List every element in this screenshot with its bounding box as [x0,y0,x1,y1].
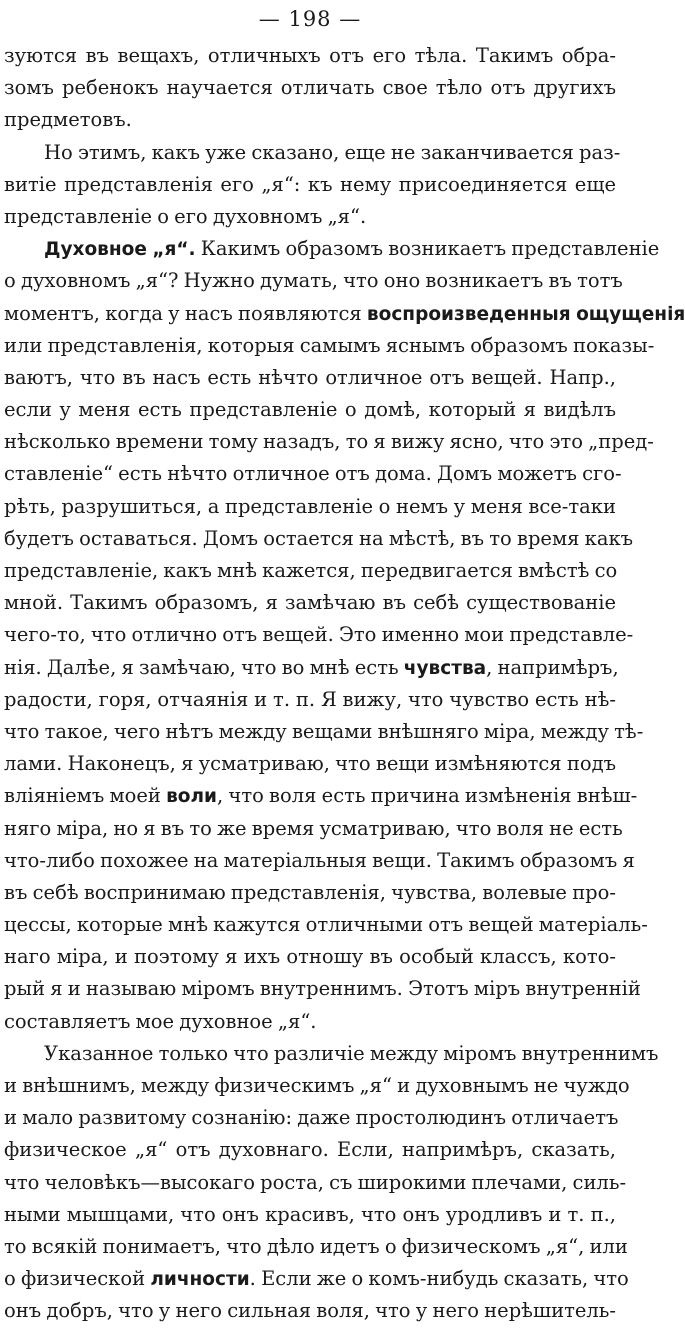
text-segment: рый я и называю міромъ внутреннимъ. Этотъ міръ внутренній [4,977,641,1001]
text-line [4,877,616,909]
text-line [4,330,655,362]
text-line [4,265,623,297]
text-line [4,652,619,684]
text-segment: составляетъ мое духовное „я“. [4,1009,317,1033]
text-line [4,458,622,490]
text-line [4,491,616,523]
text-segment: рѣть, разрушиться, а представленіе о немъ у меня все-таки [4,494,616,518]
text-segment: мной. Такимъ образомъ, я замѣчаю въ себѣ существованіе [4,591,616,615]
text-segment: ваютъ, что въ насъ есть нѣчто отличное отъ вещей. Напр., [4,365,616,389]
text-line [4,104,616,136]
text-line [4,1070,630,1102]
text-segment: что человѣкъ—высокаго роста, съ широкими плечами, силь- [4,1170,627,1194]
text-segment: Какимъ образомъ возникаетъ представленіе [195,237,660,261]
text-segment: представленіе, какъ мнѣ кажется, передвигается вмѣстѣ со [4,559,618,582]
text-segment: и внѣшнимъ, между физическимъ „я“ и духовнымъ не чуждо [4,1074,630,1097]
text-segment: онъ добръ, что у него сильная воля, что у него нерѣшитель- [4,1299,616,1323]
text-segment: что такое, чего нѣтъ между вещами внѣшняго міра, между тѣ- [4,719,644,743]
text-line [4,780,638,812]
text-line [4,684,616,716]
text-line [4,201,616,233]
text-line [4,845,635,877]
text-line [4,587,616,619]
text-line [4,555,616,587]
text-line [4,1199,616,1231]
text-segment: зомъ ребенокъ научается отличать свое тѣло отъ другихъ [4,76,616,100]
text-line [4,748,616,780]
text-segment: моментъ, когда у насъ появляются [4,301,367,325]
text-line [4,716,644,748]
bold-term: воли [166,786,218,808]
text-line [4,909,648,941]
bold-term: Духовное „я“. [44,239,196,261]
text-segment: представленіе о его духовномъ „я“. [4,204,367,228]
text-segment: о духовномъ „я“? Нужно думать, что оно возникаетъ въ тотъ [4,269,623,293]
text-segment: или представленія, которыя самымъ яснымъ образомъ показы- [4,333,655,357]
text-line [4,1006,616,1038]
text-line [4,1263,629,1295]
text-segment: радости, горя, отчаянія и т. п. Я вижу, что чувство есть нѣ- [4,687,616,711]
text-segment: , что воля есть причина измѣненія внѣш- [217,784,638,808]
text-segment: наго міра, и поэтому я ихъ отношу въ особый классъ, кото- [4,945,616,969]
text-line [4,1038,659,1070]
text-segment: въ себѣ воспринимаю представленія, чувства, волевые про- [4,880,616,904]
text-segment: Указанное только что различіе между міромъ внутреннимъ [44,1041,659,1065]
text-line [4,1102,619,1134]
text-segment: нія. Далѣе, я замѣчаю, что во мнѣ есть [4,655,404,679]
text-line [4,523,634,555]
text-line [4,1134,616,1166]
text-segment: зуются въ вещахъ, отличныхъ отъ его тѣла. Такимъ обра- [4,44,616,67]
text-segment: няго міра, но я въ то же время усматриваю, что воля не есть [4,816,623,840]
text-line [4,619,634,651]
text-line [4,1295,616,1327]
text-line [4,233,660,265]
bold-term: личности [150,1269,250,1291]
bold-term: чувства [403,657,487,679]
text-line [4,1231,628,1263]
text-segment: будетъ оставаться. Домъ остается на мѣстѣ, въ то время какъ [4,526,634,550]
page-body-text [4,40,685,1328]
text-segment: цессы, которые мнѣ кажутся отличными отъ вещей матеріаль- [4,913,648,937]
text-segment: вліяніемъ моей [4,784,167,808]
text-line [4,298,685,330]
text-segment: витіе представленія его „я“: къ нему присоединяется еще [4,172,616,196]
text-line [4,813,623,845]
text-line [4,169,616,201]
text-line [4,362,616,394]
text-segment: предметовъ. [4,108,132,132]
text-segment: ными мышцами, что онъ красивъ, что онъ уродливъ и т. п., [4,1202,616,1226]
text-segment: и мало развитому сознанію: даже простолюдинъ отличаетъ [4,1106,619,1130]
text-segment: то всякій понимаетъ, что дѣло идетъ о физическомъ „я“, или [4,1234,628,1258]
text-line [4,72,616,104]
text-line [4,394,616,426]
text-segment: лами. Наконецъ, я усматриваю, что вещи измѣняются подъ [4,752,616,776]
text-line [4,40,616,72]
text-segment: что-либо похожее на матеріальныя вещи. Такимъ образомъ я [4,848,635,872]
text-segment: ставленіе“ есть нѣчто отличное отъ дома. Домъ можетъ сго- [4,462,622,486]
text-segment: о физической [4,1267,151,1291]
page-number: — 198 — [258,7,362,31]
text-segment: , напримѣръ, [486,655,619,679]
bold-term: воспроизведенныя ощущенія [366,303,685,325]
text-segment: нѣсколько времени тому назадъ, то я вижу ясно, что это „пред- [4,430,654,454]
text-line [4,426,654,458]
text-line [4,973,641,1005]
text-segment: физическое „я“ отъ духовнаго. Если, напримѣръ, сказать, [4,1138,616,1162]
text-line [4,941,616,973]
text-segment: чего-то, что отлично отъ вещей. Это именно мои представле- [4,623,634,647]
text-line [4,137,621,169]
text-segment: Но этимъ, какъ уже сказано, еще не заканчивается раз- [44,140,621,164]
text-segment: если у меня есть представленіе о домѣ, который я видѣлъ [4,398,616,422]
text-line [4,1167,627,1199]
text-segment: . Если же о комъ-нибудь сказать, что [249,1267,629,1291]
